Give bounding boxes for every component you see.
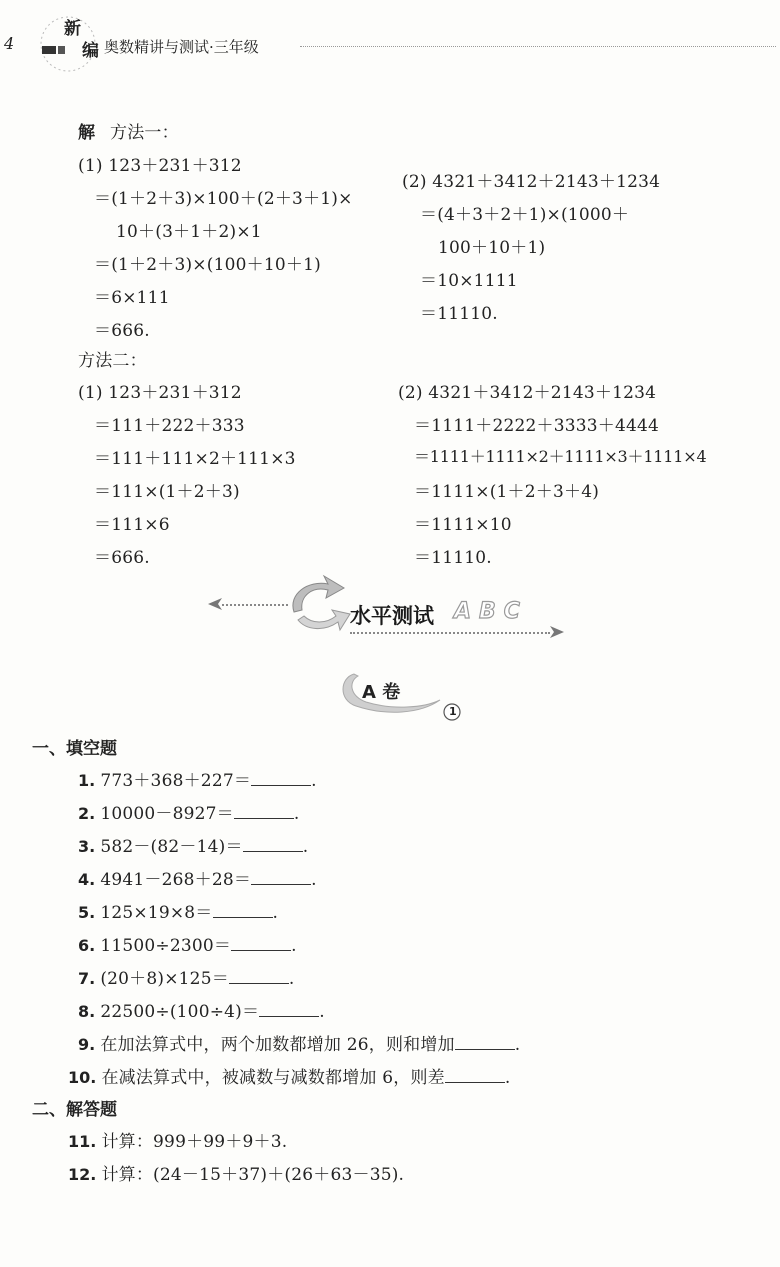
arrow-left-icon (208, 597, 224, 611)
banner-left-dots (222, 604, 288, 606)
answer-blank[interactable] (234, 804, 294, 819)
question-text: (20＋8)×125＝ (100, 969, 229, 989)
question-item (68, 1160, 404, 1185)
answer-blank[interactable] (243, 837, 303, 852)
math-line: ＝6×111 (94, 288, 170, 308)
math-line: ＝11110. (420, 304, 498, 324)
question-item (78, 766, 317, 791)
question-number: 8. (78, 1002, 96, 1021)
section-title: 二、解答题 (32, 1100, 117, 1120)
question-number: 9. (78, 1035, 96, 1054)
answer-blank[interactable] (231, 936, 291, 951)
method2-title: 方法二： (78, 351, 147, 371)
swirl-arrow-icon (284, 574, 354, 636)
question-text: 在减法算式中，被减数与减数都增加 6，则差 (101, 1068, 445, 1088)
question-tail: . (291, 936, 297, 956)
math-line: ＝1111×10 (414, 515, 512, 535)
math-line: ＝11110. (414, 548, 492, 568)
question-item (78, 997, 325, 1022)
header-rule (300, 46, 776, 47)
question-item (68, 1063, 510, 1088)
question-number: 3. (78, 837, 96, 856)
solution-label: 解 (78, 123, 95, 143)
math-line: (2) 4321＋3412＋2143＋1234 (402, 172, 661, 192)
math-line: ＝111＋111×2＋111×3 (94, 449, 296, 469)
question-tail: . (293, 804, 300, 824)
banner-right-dots (350, 632, 550, 634)
banner-title: 水平测试 (350, 604, 434, 628)
question-text: 125×19×8＝ (100, 903, 213, 923)
math-line: (2) 4321＋3412＋2143＋1234 (398, 383, 657, 403)
answer-blank[interactable] (213, 903, 273, 918)
page-number: 4 (4, 34, 15, 53)
method1-title: 方法一： (110, 123, 179, 143)
question-text: 4941－268＋28＝ (100, 870, 252, 890)
question-number: 11. (68, 1132, 97, 1151)
math-line: (1) 123＋231＋312 (78, 383, 242, 403)
question-text: 10000－8927＝ (100, 804, 234, 824)
question-number: 10. (68, 1068, 97, 1087)
question-number: 1. (78, 771, 96, 790)
question-item (78, 1030, 520, 1055)
question-item (78, 898, 278, 923)
book-title: 奥数精讲与测试·三年级 (104, 38, 259, 56)
math-line: ＝(1＋2＋3)×(100＋10＋1) (94, 255, 321, 275)
question-item (78, 931, 297, 956)
math-line: ＝(4＋3＋2＋1)×(1000＋ (420, 205, 630, 225)
answer-blank[interactable] (251, 771, 311, 786)
question-tail: . (319, 1002, 325, 1022)
math-line: ＝1111＋1111×2＋1111×3＋1111×4 (414, 447, 707, 466)
math-line: ＝666. (94, 321, 150, 341)
math-line: 10＋(3＋1＋2)×1 (116, 222, 262, 242)
series-char-bottom: 编 (82, 41, 99, 61)
question-text: 22500÷(100÷4)＝ (100, 1002, 260, 1022)
question-number: 12. (68, 1165, 97, 1184)
question-item (68, 1127, 287, 1152)
math-line: ＝666. (94, 548, 150, 568)
question-number: 7. (78, 969, 96, 988)
question-text: 11500÷2300＝ (100, 936, 232, 956)
volume-badge: 1 (449, 705, 457, 718)
question-tail: . (288, 969, 295, 989)
question-item (78, 964, 295, 989)
question-text: 计算：999＋99＋9＋3. (101, 1132, 288, 1152)
volume-label: A 卷 (362, 682, 401, 703)
arrow-right-icon (548, 625, 564, 639)
question-item (78, 832, 308, 857)
question-text: 773＋368＋227＝ (100, 771, 252, 791)
math-line: ＝1111×(1＋2＋3＋4) (414, 482, 600, 502)
math-line: (1) 123＋231＋312 (78, 156, 242, 176)
math-line: ＝10×1111 (420, 271, 518, 291)
question-number: 6. (78, 936, 96, 955)
question-number: 5. (78, 903, 96, 922)
question-tail: . (311, 870, 317, 890)
series-char-top: 新 (64, 19, 81, 39)
math-line: 100＋10＋1) (438, 238, 546, 258)
question-text: 计算：(24－15＋37)＋(26＋63－35). (101, 1165, 405, 1185)
answer-blank[interactable] (445, 1068, 505, 1083)
question-text: 在加法算式中，两个加数都增加 26，则和增加 (100, 1035, 455, 1055)
question-item (78, 799, 299, 824)
question-number: 4. (78, 870, 96, 889)
math-line: ＝111＋222＋333 (94, 416, 245, 436)
answer-blank[interactable] (251, 870, 311, 885)
math-line: ＝(1＋2＋3)×100＋(2＋3＋1)× (94, 189, 353, 209)
question-tail: . (302, 837, 309, 857)
banner-letters: ABC (454, 599, 528, 624)
math-line: ＝1111＋2222＋3333＋4444 (414, 416, 660, 436)
answer-blank[interactable] (455, 1035, 515, 1050)
question-item (78, 865, 317, 890)
math-line: ＝111×6 (94, 515, 170, 535)
question-text: 582－(82－14)＝ (100, 837, 243, 857)
section-title: 一、填空题 (32, 739, 117, 759)
question-tail: . (311, 771, 317, 791)
answer-blank[interactable] (259, 1002, 319, 1017)
question-tail: . (514, 1035, 521, 1055)
question-tail: . (272, 903, 279, 923)
question-number: 2. (78, 804, 96, 823)
question-tail: . (504, 1068, 511, 1088)
answer-blank[interactable] (229, 969, 289, 984)
math-line: ＝111×(1＋2＋3) (94, 482, 240, 502)
